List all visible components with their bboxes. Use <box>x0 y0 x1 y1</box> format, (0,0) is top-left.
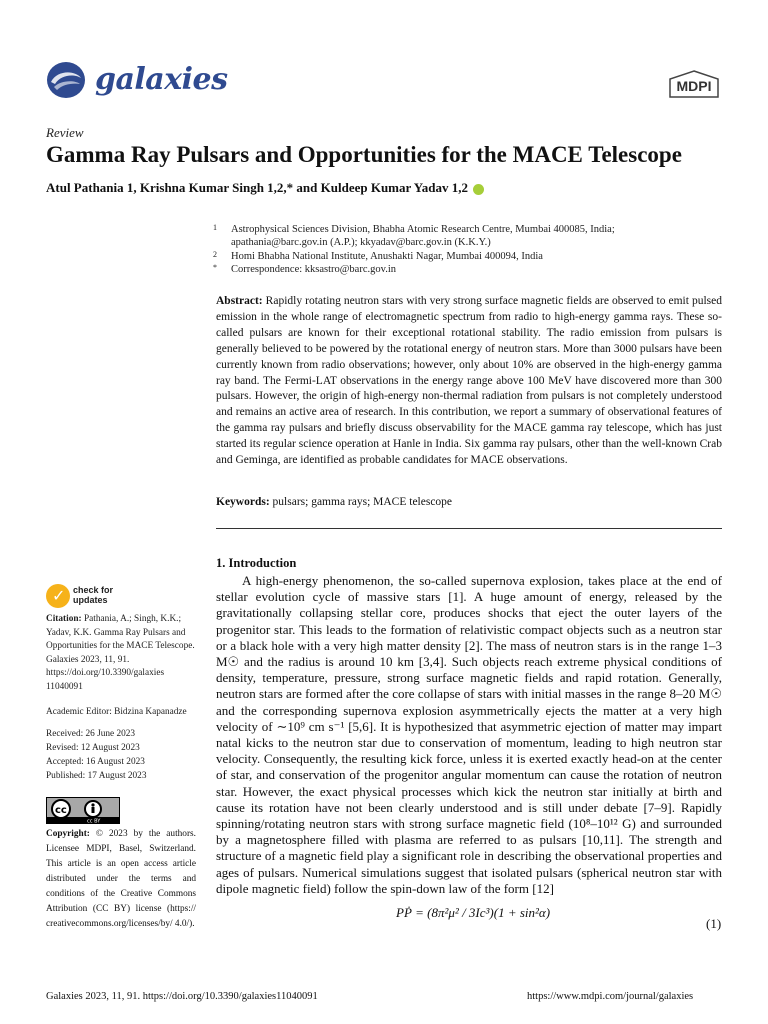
divider <box>216 528 722 529</box>
publisher-name: MDPI <box>676 78 712 94</box>
received-date: Received: 26 June 2023 <box>46 729 136 739</box>
revised-date: Revised: 12 August 2023 <box>46 743 140 753</box>
equation: PṖ = (8π²μ² / 3Ic³)(1 + sin²α) <box>396 905 551 920</box>
published-date: Published: 17 August 2023 <box>46 771 147 781</box>
citation-label: Citation: <box>46 614 82 624</box>
intro-paragraph: A high-energy phenomenon, the so-called supernova explosion, takes place at the end of stellar evolution cycle of massive stars [1]. A huge amount of energy, released by the gravitationally collapsing stellar core, produces shocks that eject the outer layers of the progenitor star. This leads to the formation of relativistic compact objects such as a neutron star or a black hole with a very high matter density [2]. The mass of neutron stars is in the range 1–3 M☉ and the radius is around 10 km [3,4]. Such objects reach extreme physical conditions of density, temperature, pressure, strong surface magnetic fields and rapid rotation. Generally, neutron stars are formed after the core collapse of stars with initial masses in the range 8–20 M☉ and the corresponding supernova explosion asymmetrically ejects the matter at a very high velocity of ∼10⁹ cm s⁻¹ [5,6]. It is hypothesized that asymmetric ejection of matter may impart natal kicks to the neutron star due to conservation of momentum, leading to high neutron star velocity. Consequently, the resulting kick force, unless it is exerted exactly head-on at the center of star, and conservation of the progenitor angular momentum can cause the rotation of neutron star. However, the exact physical processes which kick the neutron star initially at birth and cause its rotation have not been clearly understood and is still under debate [7–9]. Rapidly spinning/rotating neutron stars with strong surface magnetic field (10⁸–10¹² G) and surrounded by a magnetosphere filled with plasma are referred to as pulsars [10,11]. The strength and structure of a magnetic field play a significant role in describing the observational properties and ages of pulsars. Numerical simulations suggest that isolated pulsars (spherical neutron star with dipole magnetic field) follow the spin-down law of the form [12] <box>216 573 722 896</box>
authors-text: Atul Pathania 1, Krishna Kumar Singh 1,2,* and Kuldeep Kumar Yadav 1,2 <box>46 180 468 195</box>
license-badge-text: cc BY <box>87 818 101 823</box>
abstract-text: Rapidly rotating neutron stars with very strong surface magnetic fields are observed to emit pulsed emission in the whole range of electromagnetic spectrum from radio to high-energy gamma rays. These so-called pulsars are known for their exceptional rotational stability. The radio emission from pulsars is generally believed to be powered by the rotational energy of neutron stars. More than 3000 pulsars have been currently known from radio observations; however, only about 10% are observed in the high-energy gamma ray band. The Fermi-LAT observations in the energy range above 100 MeV have discovered more than 300 pulsars. However, the origin of high-energy non-thermal radiation from pulsars is not completely understood and remains an active area of research. In this contribution, we report a summary of observational features of the gamma ray pulsars and briefly discuss observability for the MACE gamma ray telescope, which has just started its regular science operation at Hanle in India. Six gamma ray pulsars, other than the well-known Crab and Geminga, are identified as probable candidates for MACE observations. <box>216 295 723 467</box>
check-updates-label: check for updates <box>73 585 114 605</box>
footer-journal-link[interactable]: https://www.mdpi.com/journal/galaxies <box>527 991 694 1002</box>
article-type: Review <box>46 125 84 140</box>
copyright-block <box>46 827 196 932</box>
affiliation-marker: 1 <box>213 223 217 232</box>
article-title: Gamma Ray Pulsars and Opportunities for the MACE Telescope <box>46 142 682 167</box>
copyright-text: © 2023 by the authors. Licensee MDPI, Basel, Switzerland. This article is an open access article distributed under the terms and conditions of the Creative Commons Attribution (CC BY) license (https:// creativecommons.org/licenses/by/ 4.0/). <box>46 829 196 929</box>
introduction-body <box>216 573 722 897</box>
affiliation-text: Astrophysical Sciences Division, Bhabha Atomic Research Centre, Mumbai 400085, India; <box>231 224 615 235</box>
section-title: 1. Introduction <box>216 556 297 570</box>
affiliation-marker: 2 <box>213 250 217 259</box>
journal-name: galaxies <box>95 62 228 97</box>
cc-by-icon <box>47 798 119 823</box>
affiliation-text: apathania@barc.gov.in (A.P.); kkyadav@barc.gov.in (K.K.Y.) <box>231 237 491 248</box>
orcid-icon[interactable] <box>473 184 484 195</box>
equation-number: (1) <box>706 916 722 931</box>
abstract-label: Abstract: <box>216 295 263 307</box>
keywords <box>216 496 452 508</box>
affiliation-text: Homi Bhabha National Institute, Anushakti Nagar, Mumbai 400094, India <box>231 251 543 262</box>
check-icon: ✓ <box>46 584 70 608</box>
svg-text:cc: cc <box>55 805 67 816</box>
affiliation-marker: * <box>213 263 217 272</box>
copyright-label: Copyright: <box>46 829 90 839</box>
academic-editor: Academic Editor: Bidzina Kapanadze <box>46 707 187 717</box>
citation-block <box>46 613 196 694</box>
accepted-date: Accepted: 16 August 2023 <box>46 757 145 767</box>
keywords-label: Keywords: <box>216 496 270 508</box>
footer-citation[interactable]: Galaxies 2023, 11, 91. https://doi.org/10.3390/galaxies11040091 <box>46 991 318 1002</box>
affiliation-text: Correspondence: kksastro@barc.gov.in <box>231 264 396 275</box>
author-list <box>46 180 486 196</box>
citation-text: Pathania, A.; Singh, K.K.; Yadav, K.K. Gamma Ray Pulsars and Opportunities for the MACE Telescope. Galaxies 2023, 11, 91. https://doi.org/10.3390/galaxies 11040091 <box>46 614 195 692</box>
check-for-updates-button[interactable] <box>46 584 156 610</box>
abstract <box>216 294 722 469</box>
keywords-text: pulsars; gamma rays; MACE telescope <box>272 496 453 508</box>
publisher-logo <box>668 70 720 100</box>
cc-license-badge[interactable] <box>46 797 120 824</box>
